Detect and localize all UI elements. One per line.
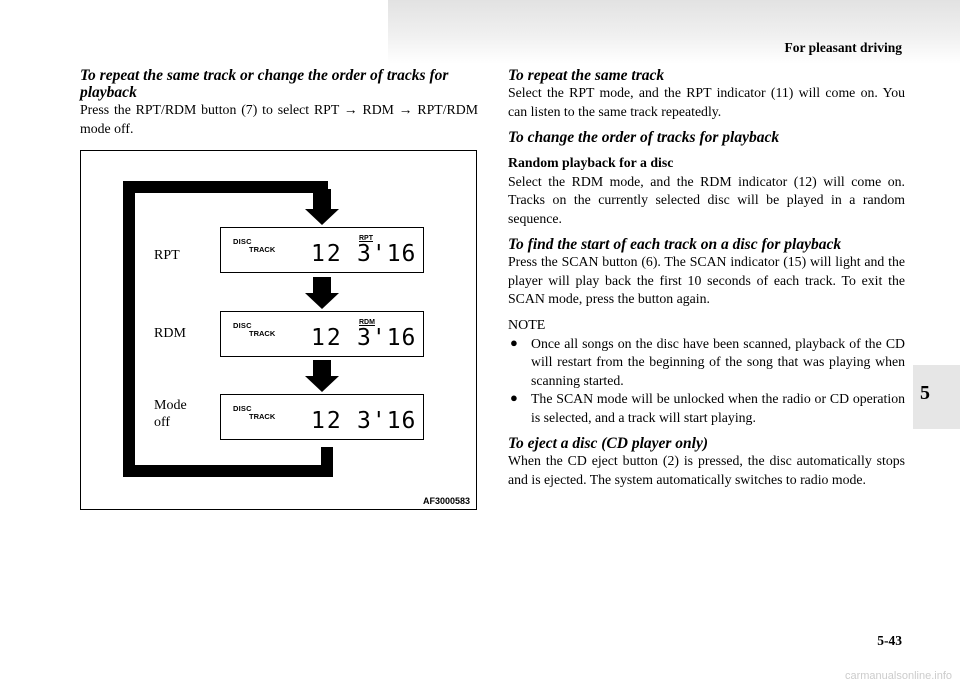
section-body-repeat-track: Select the RPT mode, and the RPT indicator (11) will come on. You can listen to the same track repeatedly. xyxy=(508,85,905,119)
lcd-time: 3'16 xyxy=(357,408,417,434)
watermark: carmanualsonline.info xyxy=(844,670,952,682)
note-item xyxy=(508,335,905,391)
bullet-icon: ● xyxy=(510,334,518,350)
arrow-down-icon xyxy=(305,277,339,309)
lcd-display-rpt xyxy=(220,227,424,273)
lcd-rpt-indicator: RPT xyxy=(359,235,373,242)
chapter-number: 5 xyxy=(920,382,930,404)
bullet-icon: ● xyxy=(510,390,518,405)
section-body-eject: When the CD eject button (2) is pressed, the disc automatically stops and is ejected. The system automatically switches to radio mode. xyxy=(508,453,905,487)
lcd-time: 3'16 xyxy=(357,325,417,351)
lcd-track-number: 12 xyxy=(311,241,343,267)
section-body-scan: Press the SCAN button (6). The SCAN indicator (15) will light and the player will play back the first 10 seconds of each track. To exit the SCAN mode, press the button again. xyxy=(508,254,905,306)
lcd-track-label: TRACK xyxy=(249,412,276,421)
section-heading-change-order: To change the order of tracks for playback xyxy=(508,129,780,146)
section-body-rpt-rdm: Press the RPT/RDM button (7) to select RPT → RDM → RPT/RDM mode off. xyxy=(80,102,478,136)
subheading-random-playback: Random playback for a disc xyxy=(508,155,674,170)
lcd-track-label: TRACK xyxy=(249,329,276,338)
lcd-track-label: TRACK xyxy=(249,245,276,254)
section-heading-repeat-track: To repeat the same track xyxy=(508,67,665,84)
note-item xyxy=(508,390,905,427)
lcd-display-mode-off xyxy=(220,394,424,440)
arrow-down-icon xyxy=(305,360,339,392)
page-number: 5-43 xyxy=(877,633,902,648)
note-text: The SCAN mode will be unlocked when the radio or CD operation is selected, and a track will start playing. xyxy=(531,391,905,425)
page-header-title: For pleasant driving xyxy=(784,40,902,55)
lcd-time: 3'16 xyxy=(357,241,417,267)
figure-label-mode-off: Mode off xyxy=(154,398,187,430)
arrow-down-icon xyxy=(305,189,339,225)
lcd-disc-label: DISC xyxy=(233,321,252,330)
section-body-random-playback: Select the RDM mode, and the RDM indicator (12) will come on. Tracks on the currently selected disc will be played in a random sequence. xyxy=(508,173,905,226)
right-column xyxy=(508,67,905,489)
left-column xyxy=(80,67,478,138)
section-heading-eject: To eject a disc (CD player only) xyxy=(508,435,709,452)
note-text: Once all songs on the disc have been scanned, playback of the CD will restart from the beginning of the song that was playing when scanning started. xyxy=(531,335,905,388)
display-mode-figure xyxy=(80,150,477,510)
lcd-disc-label: DISC xyxy=(233,404,252,413)
lcd-disc-label: DISC xyxy=(233,237,252,246)
lcd-rdm-indicator: RDM xyxy=(359,319,375,326)
lcd-track-number: 12 xyxy=(311,325,343,351)
figure-code: AF3000583 xyxy=(422,496,470,506)
figure-label-rpt: RPT xyxy=(154,248,180,263)
section-heading-repeat-or-order: To repeat the same track or change the order of tracks for playback xyxy=(80,67,449,101)
lcd-track-number: 12 xyxy=(311,408,343,434)
section-heading-scan: To find the start of each track on a disc for playback xyxy=(508,236,842,253)
figure-label-rdm: RDM xyxy=(154,326,186,341)
lcd-display-rdm xyxy=(220,311,424,357)
note-label: NOTE xyxy=(508,317,546,333)
